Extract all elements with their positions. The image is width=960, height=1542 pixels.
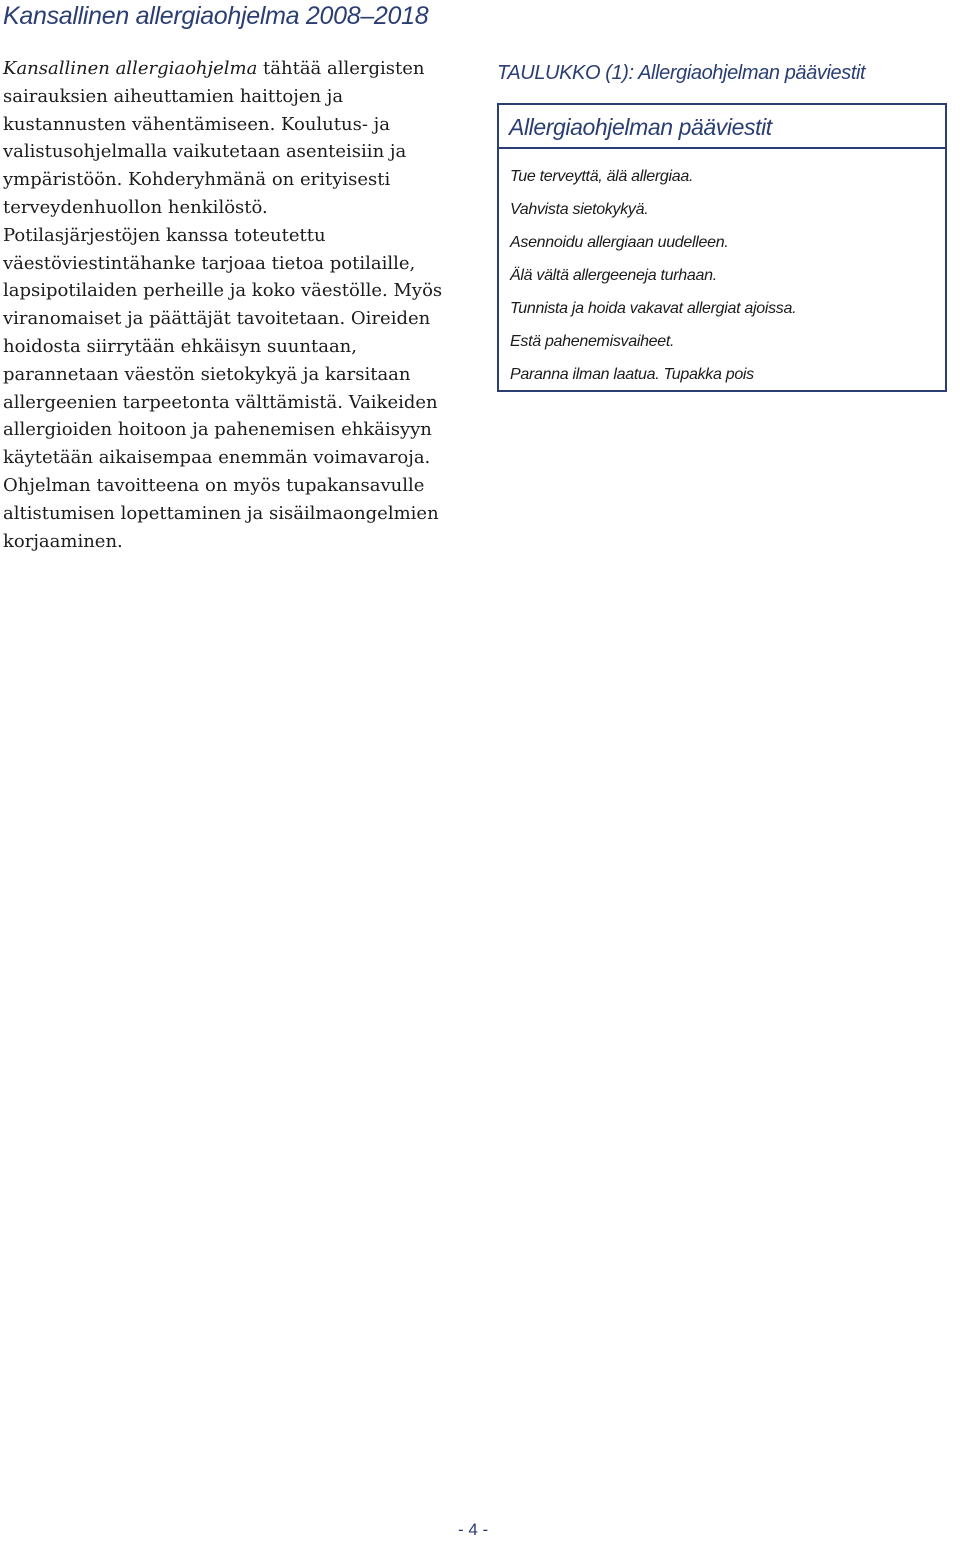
list-item: Asennoidu allergiaan uudelleen. bbox=[510, 234, 729, 251]
page-title: Kansallinen allergiaohjelma 2008–2018 bbox=[3, 2, 429, 30]
program-name-italic: Kansallinen allergiaohjelma bbox=[3, 58, 258, 79]
key-messages-table-header: Allergiaohjelman pääviestit bbox=[499, 105, 945, 149]
list-item: Älä vältä allergeeneja turhaan. bbox=[510, 267, 717, 284]
list-item: Estä pahenemisvaiheet. bbox=[510, 333, 675, 350]
list-item: Paranna ilman laatua. Tupakka pois bbox=[510, 366, 754, 383]
key-messages-list bbox=[499, 149, 945, 391]
table-caption: TAULUKKO (1): Allergiaohjelman pääviestit bbox=[497, 62, 866, 84]
list-item: Tunnista ja hoida vakavat allergiat ajoissa. bbox=[510, 300, 797, 317]
paragraph-2: Potilasjärjestöjen kanssa toteutettu väestöviestintähanke tarjoaa tietoa potilaille, lapsipotilaiden perheille ja koko väestölle. Myös viranomaiset ja päättäjät tavoitetaan. Oireiden hoidosta siirrytään ehkäisyn suuntaan, parannetaan väestön sietokykyä ja karsitaan allergeenien tarpeetonta välttämistä. Vaikeiden allergioiden hoitoon ja pahenemisen ehkäisyyn käytetään aikaisempaa enemmän voimavaroja. Ohjelman tavoitteena on myös tupakansavulle altistumisen lopettaminen ja sisäilmaongelmien korjaaminen. bbox=[3, 224, 443, 552]
body-text bbox=[3, 55, 453, 555]
page-number: - 4 - bbox=[458, 1520, 489, 1539]
list-item: Tue terveyttä, älä allergiaa. bbox=[510, 168, 694, 185]
list-item: Vahvista sietokykyä. bbox=[510, 201, 649, 218]
paragraph-1: tähtää allergisten sairauksien aiheuttamien haittojen ja kustannusten vähentämiseen. Koulutus- ja valistusohjelmalla vaikutetaan asenteisiin ja ympäristöön. Kohderyhmänä on erityisesti terveydenhuollon henkilöstö. bbox=[3, 58, 425, 218]
key-messages-table bbox=[497, 103, 947, 392]
